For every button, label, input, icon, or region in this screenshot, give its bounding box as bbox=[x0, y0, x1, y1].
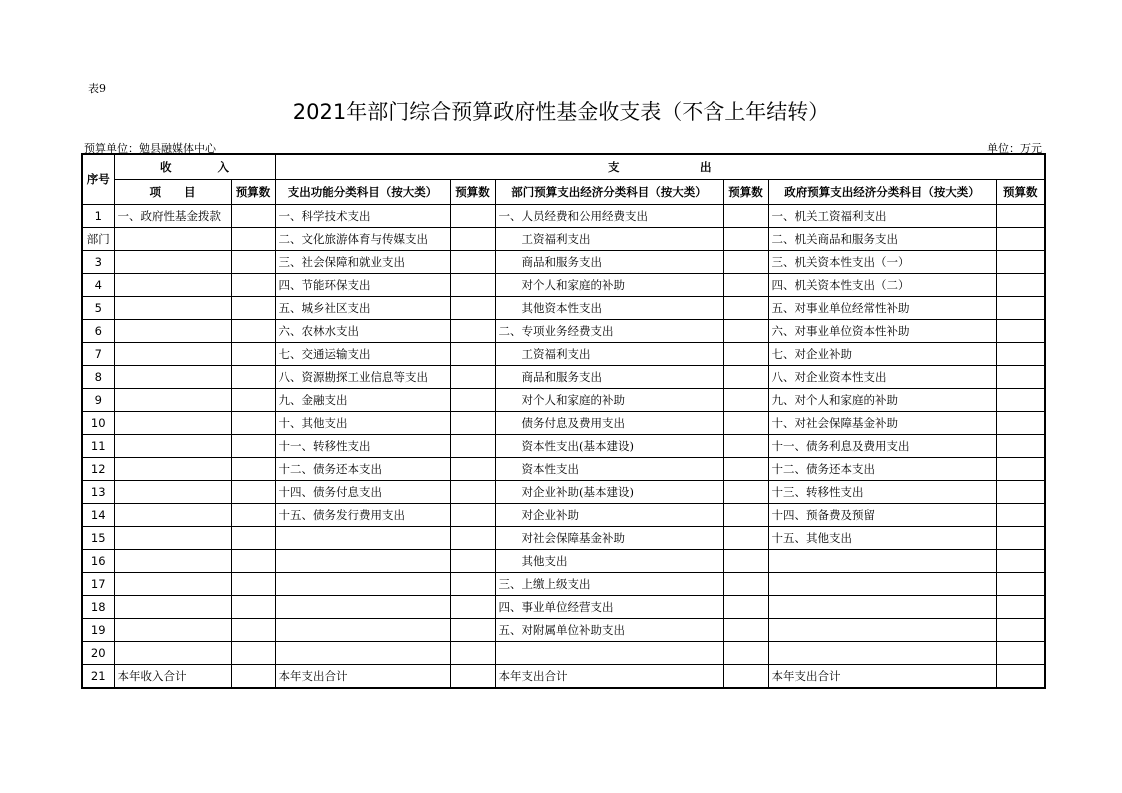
row-income-amount bbox=[231, 503, 275, 526]
row-func-item: 十四、债务付息支出 bbox=[275, 480, 450, 503]
row-gov-amount bbox=[996, 572, 1045, 595]
row-dept-amount bbox=[723, 595, 768, 618]
header-gov-econ: 政府预算支出经济分类科目（按大类） bbox=[768, 179, 996, 204]
row-func-amount bbox=[450, 549, 495, 572]
row-seq: 18 bbox=[82, 595, 114, 618]
row-dept-amount bbox=[723, 434, 768, 457]
row-seq: 11 bbox=[82, 434, 114, 457]
row-dept-amount bbox=[723, 526, 768, 549]
row-dept-amount bbox=[723, 411, 768, 434]
row-income-item bbox=[114, 273, 231, 296]
row-func-item: 三、社会保障和就业支出 bbox=[275, 250, 450, 273]
row-gov-amount bbox=[996, 641, 1045, 664]
row-seq: 21 bbox=[82, 664, 114, 688]
row-income-amount bbox=[231, 664, 275, 688]
table-row bbox=[82, 549, 1045, 572]
row-dept-amount bbox=[723, 273, 768, 296]
row-gov-item: 十二、债务还本支出 bbox=[768, 457, 996, 480]
row-gov-amount bbox=[996, 296, 1045, 319]
table-row bbox=[82, 365, 1045, 388]
row-dept-amount bbox=[723, 250, 768, 273]
row-func-item: 十一、转移性支出 bbox=[275, 434, 450, 457]
row-seq: 19 bbox=[82, 618, 114, 641]
row-dept-amount bbox=[723, 664, 768, 688]
header-income-group: 收 入 bbox=[114, 154, 275, 179]
row-func-amount bbox=[450, 641, 495, 664]
row-func-item: 二、文化旅游体育与传媒支出 bbox=[275, 227, 450, 250]
page-title: 2021年部门综合预算政府性基金收支表（不含上年结转） bbox=[292, 100, 830, 124]
row-gov-amount bbox=[996, 204, 1045, 227]
row-seq: 4 bbox=[82, 273, 114, 296]
row-seq: 9 bbox=[82, 388, 114, 411]
row-dept-item: 对企业补助 bbox=[495, 503, 723, 526]
row-func-item: 十二、债务还本支出 bbox=[275, 457, 450, 480]
row-income-item bbox=[114, 503, 231, 526]
row-income-amount bbox=[231, 480, 275, 503]
row-seq: 5 bbox=[82, 296, 114, 319]
row-seq: 17 bbox=[82, 572, 114, 595]
row-income-item bbox=[114, 457, 231, 480]
row-dept-item: 其他资本性支出 bbox=[495, 296, 723, 319]
row-income-amount bbox=[231, 388, 275, 411]
row-income-amount bbox=[231, 250, 275, 273]
row-dept-item: 债务付息及费用支出 bbox=[495, 411, 723, 434]
header-amount-income: 预算数 bbox=[231, 179, 275, 204]
row-gov-amount bbox=[996, 549, 1045, 572]
row-dept-item: 工资福利支出 bbox=[495, 227, 723, 250]
row-seq: 14 bbox=[82, 503, 114, 526]
row-func-item: 四、节能环保支出 bbox=[275, 273, 450, 296]
row-income-item bbox=[114, 319, 231, 342]
header-item: 项 目 bbox=[114, 179, 231, 204]
row-func-item: 十五、债务发行费用支出 bbox=[275, 503, 450, 526]
row-income-item bbox=[114, 549, 231, 572]
row-income-item bbox=[114, 250, 231, 273]
row-dept-item: 商品和服务支出 bbox=[495, 250, 723, 273]
row-gov-item bbox=[768, 595, 996, 618]
row-func-amount bbox=[450, 457, 495, 480]
row-gov-amount bbox=[996, 273, 1045, 296]
row-income-item bbox=[114, 388, 231, 411]
row-func-item: 五、城乡社区支出 bbox=[275, 296, 450, 319]
row-dept-item: 本年支出合计 bbox=[495, 664, 723, 688]
header-amount-gov: 预算数 bbox=[996, 179, 1045, 204]
table-row bbox=[82, 227, 1045, 250]
row-func-item: 十、其他支出 bbox=[275, 411, 450, 434]
table-row bbox=[82, 572, 1045, 595]
row-dept-item: 五、对附属单位补助支出 bbox=[495, 618, 723, 641]
row-func-amount bbox=[450, 595, 495, 618]
row-dept-amount bbox=[723, 296, 768, 319]
row-gov-item bbox=[768, 572, 996, 595]
table-row bbox=[82, 595, 1045, 618]
row-gov-item: 十四、预备费及预留 bbox=[768, 503, 996, 526]
row-gov-item: 二、机关商品和服务支出 bbox=[768, 227, 996, 250]
row-seq: 部门 bbox=[82, 227, 114, 250]
row-seq: 16 bbox=[82, 549, 114, 572]
header-func-class: 支出功能分类科目（按大类） bbox=[275, 179, 450, 204]
row-dept-item: 对社会保障基金补助 bbox=[495, 526, 723, 549]
row-gov-amount bbox=[996, 319, 1045, 342]
row-dept-item: 工资福利支出 bbox=[495, 342, 723, 365]
row-income-amount bbox=[231, 549, 275, 572]
row-gov-item: 六、对事业单位资本性补助 bbox=[768, 319, 996, 342]
row-income-amount bbox=[231, 411, 275, 434]
table-row bbox=[82, 434, 1045, 457]
table-row bbox=[82, 480, 1045, 503]
row-gov-amount bbox=[996, 365, 1045, 388]
row-seq: 7 bbox=[82, 342, 114, 365]
row-func-item: 一、科学技术支出 bbox=[275, 204, 450, 227]
header-amount-dept: 预算数 bbox=[723, 179, 768, 204]
row-gov-amount bbox=[996, 434, 1045, 457]
row-func-amount bbox=[450, 503, 495, 526]
row-dept-item: 对企业补助(基本建设) bbox=[495, 480, 723, 503]
row-income-item bbox=[114, 480, 231, 503]
row-income-amount bbox=[231, 365, 275, 388]
row-income-amount bbox=[231, 342, 275, 365]
row-func-amount bbox=[450, 526, 495, 549]
table-row bbox=[82, 250, 1045, 273]
row-dept-amount bbox=[723, 641, 768, 664]
row-func-amount bbox=[450, 664, 495, 688]
row-gov-item: 十三、转移性支出 bbox=[768, 480, 996, 503]
table-row bbox=[82, 641, 1045, 664]
row-gov-amount bbox=[996, 227, 1045, 250]
row-func-item: 本年支出合计 bbox=[275, 664, 450, 688]
row-seq: 6 bbox=[82, 319, 114, 342]
row-gov-amount bbox=[996, 664, 1045, 688]
row-dept-amount bbox=[723, 319, 768, 342]
row-gov-item: 五、对事业单位经常性补助 bbox=[768, 296, 996, 319]
table-row bbox=[82, 503, 1045, 526]
table-row bbox=[82, 618, 1045, 641]
row-seq: 10 bbox=[82, 411, 114, 434]
row-func-item bbox=[275, 572, 450, 595]
row-gov-item: 三、机关资本性支出（一） bbox=[768, 250, 996, 273]
row-gov-amount bbox=[996, 480, 1045, 503]
header-row-1 bbox=[82, 154, 1045, 179]
table-row bbox=[82, 526, 1045, 549]
row-gov-item: 十、对社会保障基金补助 bbox=[768, 411, 996, 434]
row-gov-item bbox=[768, 641, 996, 664]
row-income-amount bbox=[231, 273, 275, 296]
table-row bbox=[82, 664, 1045, 688]
row-gov-amount bbox=[996, 457, 1045, 480]
row-dept-amount bbox=[723, 549, 768, 572]
row-gov-amount bbox=[996, 250, 1045, 273]
row-dept-item: 其他支出 bbox=[495, 549, 723, 572]
table-row bbox=[82, 388, 1045, 411]
row-gov-amount bbox=[996, 618, 1045, 641]
row-income-amount bbox=[231, 296, 275, 319]
row-gov-item: 本年支出合计 bbox=[768, 664, 996, 688]
row-income-item: 一、政府性基金拨款 bbox=[114, 204, 231, 227]
row-func-amount bbox=[450, 618, 495, 641]
row-income-item bbox=[114, 342, 231, 365]
row-dept-item: 一、人员经费和公用经费支出 bbox=[495, 204, 723, 227]
row-gov-amount bbox=[996, 342, 1045, 365]
row-func-item: 六、农林水支出 bbox=[275, 319, 450, 342]
row-func-item bbox=[275, 526, 450, 549]
row-income-item bbox=[114, 641, 231, 664]
row-dept-item: 资本性支出 bbox=[495, 457, 723, 480]
row-dept-amount bbox=[723, 572, 768, 595]
row-dept-amount bbox=[723, 204, 768, 227]
row-gov-amount bbox=[996, 388, 1045, 411]
row-dept-item: 资本性支出(基本建设) bbox=[495, 434, 723, 457]
row-income-amount bbox=[231, 526, 275, 549]
budget-table bbox=[81, 153, 1046, 689]
row-dept-item: 对个人和家庭的补助 bbox=[495, 388, 723, 411]
row-dept-amount bbox=[723, 388, 768, 411]
row-income-item bbox=[114, 595, 231, 618]
row-gov-item: 一、机关工资福利支出 bbox=[768, 204, 996, 227]
table-row bbox=[82, 342, 1045, 365]
row-func-item: 九、金融支出 bbox=[275, 388, 450, 411]
row-income-item: 本年收入合计 bbox=[114, 664, 231, 688]
row-gov-item: 十一、债务利息及费用支出 bbox=[768, 434, 996, 457]
row-func-item bbox=[275, 549, 450, 572]
row-func-item bbox=[275, 618, 450, 641]
row-gov-item: 七、对企业补助 bbox=[768, 342, 996, 365]
row-func-item: 八、资源勘探工业信息等支出 bbox=[275, 365, 450, 388]
row-dept-amount bbox=[723, 342, 768, 365]
row-income-item bbox=[114, 296, 231, 319]
row-income-amount bbox=[231, 595, 275, 618]
row-income-item bbox=[114, 526, 231, 549]
row-func-amount bbox=[450, 342, 495, 365]
header-seq: 序号 bbox=[82, 154, 114, 204]
row-gov-item bbox=[768, 549, 996, 572]
row-func-amount bbox=[450, 227, 495, 250]
row-dept-item: 二、专项业务经费支出 bbox=[495, 319, 723, 342]
row-dept-item: 四、事业单位经营支出 bbox=[495, 595, 723, 618]
row-gov-item bbox=[768, 618, 996, 641]
row-func-amount bbox=[450, 296, 495, 319]
row-gov-amount bbox=[996, 411, 1045, 434]
row-func-amount bbox=[450, 572, 495, 595]
row-income-item bbox=[114, 411, 231, 434]
row-income-amount bbox=[231, 641, 275, 664]
row-dept-item: 商品和服务支出 bbox=[495, 365, 723, 388]
row-dept-amount bbox=[723, 227, 768, 250]
table-row bbox=[82, 411, 1045, 434]
row-income-amount bbox=[231, 457, 275, 480]
table-row bbox=[82, 296, 1045, 319]
budget-unit-label: 预算单位：勉县融媒体中心 bbox=[84, 142, 216, 155]
row-income-item bbox=[114, 227, 231, 250]
row-func-amount bbox=[450, 204, 495, 227]
row-seq: 20 bbox=[82, 641, 114, 664]
header-amount-func: 预算数 bbox=[450, 179, 495, 204]
row-gov-item: 八、对企业资本性支出 bbox=[768, 365, 996, 388]
row-func-amount bbox=[450, 250, 495, 273]
header-dept-econ: 部门预算支出经济分类科目（按大类） bbox=[495, 179, 723, 204]
row-gov-amount bbox=[996, 526, 1045, 549]
row-dept-amount bbox=[723, 480, 768, 503]
row-income-item bbox=[114, 572, 231, 595]
row-func-item: 七、交通运输支出 bbox=[275, 342, 450, 365]
row-func-amount bbox=[450, 480, 495, 503]
row-income-amount bbox=[231, 572, 275, 595]
row-func-item bbox=[275, 595, 450, 618]
row-func-item bbox=[275, 641, 450, 664]
row-seq: 1 bbox=[82, 204, 114, 227]
table-row bbox=[82, 319, 1045, 342]
row-income-amount bbox=[231, 227, 275, 250]
row-func-amount bbox=[450, 434, 495, 457]
table-tag: 表9 bbox=[88, 82, 106, 95]
header-expense-group: 支 出 bbox=[275, 154, 1045, 179]
row-dept-item: 对个人和家庭的补助 bbox=[495, 273, 723, 296]
row-income-item bbox=[114, 365, 231, 388]
row-gov-amount bbox=[996, 595, 1045, 618]
row-income-amount bbox=[231, 319, 275, 342]
row-func-amount bbox=[450, 388, 495, 411]
table-row bbox=[82, 204, 1045, 227]
row-income-item bbox=[114, 618, 231, 641]
row-dept-item: 三、上缴上级支出 bbox=[495, 572, 723, 595]
row-gov-item: 九、对个人和家庭的补助 bbox=[768, 388, 996, 411]
row-gov-item: 十五、其他支出 bbox=[768, 526, 996, 549]
row-gov-amount bbox=[996, 503, 1045, 526]
money-unit-label: 单位：万元 bbox=[987, 142, 1042, 155]
row-seq: 3 bbox=[82, 250, 114, 273]
row-dept-amount bbox=[723, 457, 768, 480]
row-seq: 12 bbox=[82, 457, 114, 480]
row-dept-amount bbox=[723, 618, 768, 641]
row-seq: 8 bbox=[82, 365, 114, 388]
table-row bbox=[82, 457, 1045, 480]
header-row-2 bbox=[82, 179, 1045, 204]
row-dept-amount bbox=[723, 365, 768, 388]
row-func-amount bbox=[450, 411, 495, 434]
row-func-amount bbox=[450, 365, 495, 388]
table-row bbox=[82, 273, 1045, 296]
row-income-amount bbox=[231, 618, 275, 641]
row-income-amount bbox=[231, 434, 275, 457]
row-seq: 13 bbox=[82, 480, 114, 503]
row-dept-item bbox=[495, 641, 723, 664]
row-income-amount bbox=[231, 204, 275, 227]
row-func-amount bbox=[450, 319, 495, 342]
row-func-amount bbox=[450, 273, 495, 296]
row-income-item bbox=[114, 434, 231, 457]
row-gov-item: 四、机关资本性支出（二） bbox=[768, 273, 996, 296]
row-seq: 15 bbox=[82, 526, 114, 549]
row-dept-amount bbox=[723, 503, 768, 526]
